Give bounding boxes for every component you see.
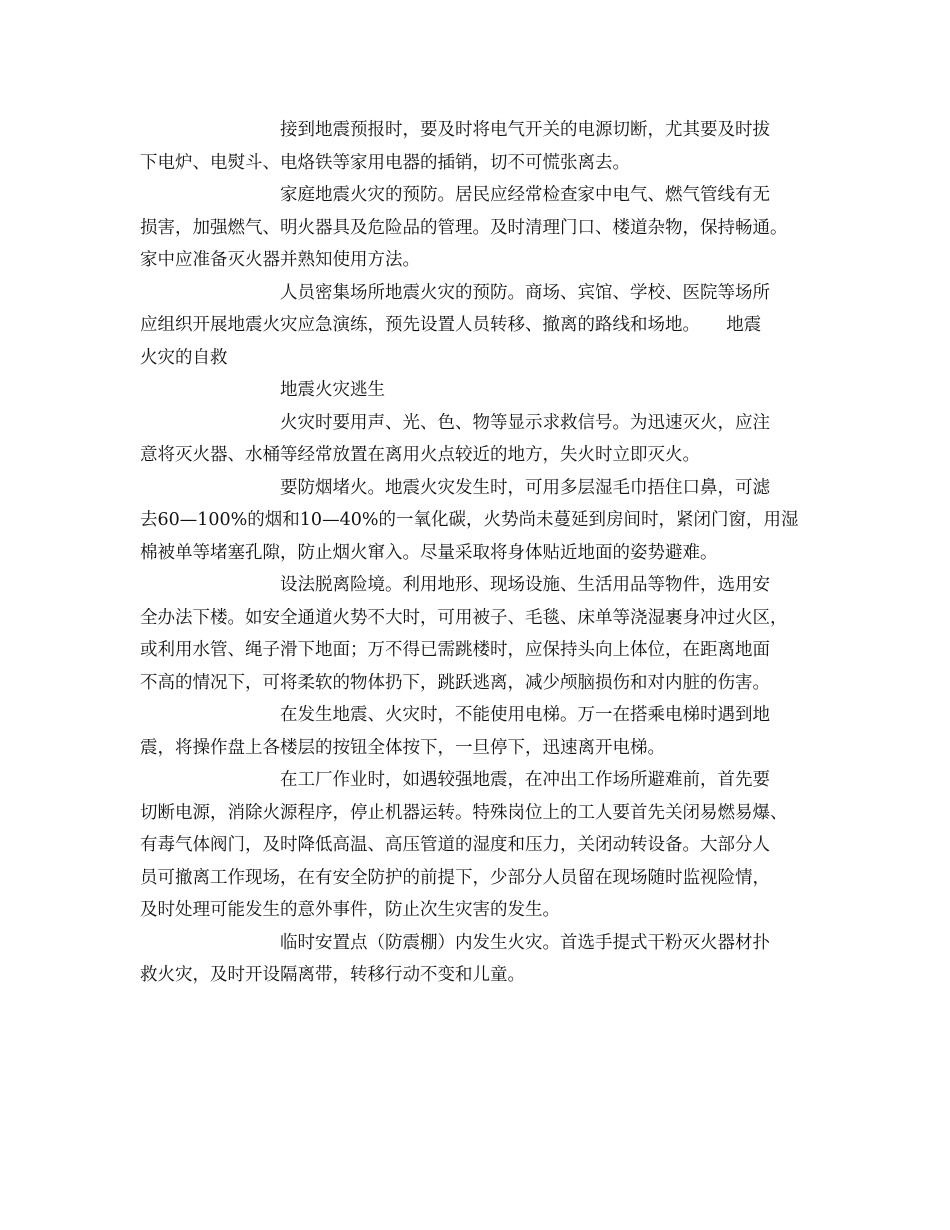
text-line: 不高的情况下，可将柔软的物体扔下，跳跃逃离，减少颅脑损伤和对内脏的伤害。 <box>140 672 770 693</box>
text-line: 全办法下楼。如安全通道火势不大时，可用被子、毛毯、床单等浇湿裹身冲过火区， <box>140 607 788 628</box>
text-line: 震，将操作盘上各楼层的按钮全体按下，一旦停下，迅速离开电梯。 <box>140 737 665 758</box>
text-line: 意将灭火器、水桶等经常放置在离用火点较近的地方，失火时立即灭火。 <box>140 445 700 465</box>
text-line: 在工厂作业时，如遇较强地震，在冲出工作场所避难前，首先要 <box>280 770 770 790</box>
text-line: 棉被单等堵塞孔隙，防止烟火窜入。尽量采取将身体贴近地面的姿势避难。 <box>140 542 718 563</box>
text-line: 人员密集场所地震火灾的预防。商场、宾馆、学校、医院等场所 <box>280 282 770 303</box>
text-line: 及时处理可能发生的意外事件，防止次生灾害的发生。 <box>140 900 560 920</box>
document-body <box>140 114 830 992</box>
text-line: 员可撤离工作现场，在有安全防护的前提下，少部分人员留在现场随时监视险情， <box>140 867 770 888</box>
text-line: 火灾时要用声、光、色、物等显示求救信号。为迅速灭火，应注 <box>280 412 770 433</box>
text-line: 家庭地震火灾的预防。居民应经常检查家中电气、燃气管线有无 <box>280 185 770 205</box>
text-line: 救火灾，及时开设隔离带，转移行动不变和儿童。 <box>140 965 525 985</box>
text-line: 或利用水管、绳子滑下地面；万不得已需跳楼时，应保持头向上体位，在距离地面 <box>140 640 770 660</box>
text-line: 损害，加强燃气、明火器具及危险品的管理。及时清理门口、楼道杂物，保持畅通。 <box>140 217 788 238</box>
text-line: 家中应准备灭火器并熟知使用方法。 <box>140 250 420 270</box>
text-line: 在发生地震、火灾时，不能使用电梯。万一在搭乘电梯时遇到地 <box>280 705 770 725</box>
text-line: 有毒气体阀门，及时降低高温、高压管道的湿度和压力，关闭动转设备。大部分人 <box>140 835 770 855</box>
text-line: 去60—100%的烟和10—40%的一氧化碳，火势尚未蔓延到房间时，紧闭门窗，用湿 <box>140 510 799 530</box>
text-line: 地震火灾逃生 <box>280 380 385 400</box>
text-line: 临时安置点（防震棚）内发生火灾。首选手提式干粉灭火器材扑 <box>280 932 770 953</box>
text-line: 应组织开展地震火灾应急演练，预先设置人员转移、撤离的路线和场地。 地震 <box>140 315 762 335</box>
text-line: 设法脱离险境。利用地形、现场设施、生活用品等物件，选用安 <box>280 575 770 595</box>
text-line: 下电炉、电熨斗、电烙铁等家用电器的插销，切不可慌张离去。 <box>140 152 630 173</box>
text-line: 要防烟堵火。地震火灾发生时，可用多层湿毛巾捂住口鼻，可滤 <box>280 477 770 498</box>
text-line: 接到地震预报时，要及时将电气开关的电源切断，尤其要及时拔 <box>280 120 770 140</box>
text-line: 火灾的自救 <box>140 347 228 368</box>
text-line: 切断电源，消除火源程序，停止机器运转。特殊岗位上的工人要首先关闭易燃易爆、 <box>140 802 788 823</box>
